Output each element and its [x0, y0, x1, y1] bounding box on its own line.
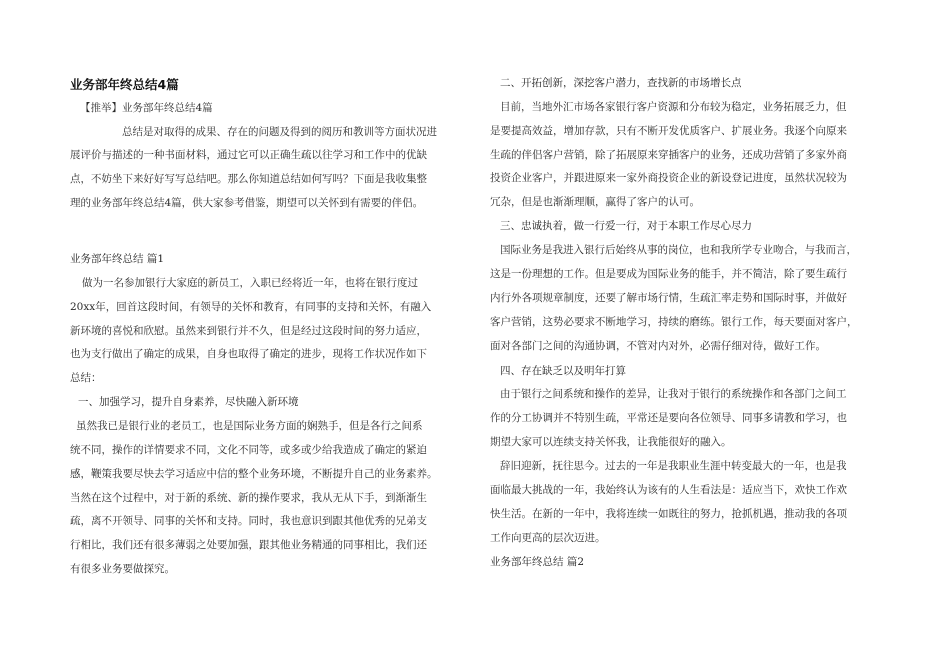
paragraph-line: 【推举】业务部年终总结4篇 [80, 102, 213, 114]
paragraph-line: 总结是对取得的成果、存在的问题及得到的阅历和教训等方面状况进 [122, 126, 437, 138]
section-heading: 二、开拓创新，深挖客户潜力，查找新的市场增长点 [500, 77, 742, 89]
paragraph-line: 客户营销，这势必要求不断地学习，持续的磨练。银行工作，每天要面对客户， [490, 316, 858, 328]
paragraph-line: 面临最大挑战的一年，我始终认为该有的人生看法是：适应当下，欢快工作欢 [490, 484, 847, 496]
paragraph-line: 内行外各项规章制度，还要了解市场行情，生疏汇率走势和国际时事，并做好 [490, 292, 847, 304]
section-heading: 三、忠诚执着，做一行爱一行，对于本职工作尽心尽力 [500, 220, 752, 232]
paragraph-line: 作的分工协调并不特别生疏，平常还是要向各位领导、同事多请教和学习，也 [490, 412, 847, 424]
paragraph-line: 国际业务是我进入银行后始终从事的岗位，也和我所学专业吻合，与我而言， [500, 244, 857, 256]
section-heading: 业务部年终总结 篇2 [490, 556, 585, 568]
paragraph-line: 疏，离不开领导、同事的关怀和支持。同时，我也意识到跟其他优秀的兄弟支 [70, 515, 427, 527]
section-heading: 四、存在缺乏以及明年打算 [500, 365, 626, 377]
paragraph-line: 有很多业务要做探究。 [70, 563, 175, 575]
document-title: 业务部年终总结4篇 [70, 77, 179, 92]
paragraph-line: 点，不妨坐下来好好写写总结吧。那么你知道总结如何写吗？下面是我收集整 [70, 173, 427, 185]
paragraph-line: 虽然我已是银行业的老员工，也是国际业务方面的娴熟手，但是各行之间系 [76, 420, 423, 432]
paragraph-line: 做为一名参加银行大家庭的新员工，入职已经将近一年，也将在银行度过 [82, 277, 418, 289]
section-heading: 业务部年终总结 篇1 [70, 253, 165, 265]
paragraph-line: 这是一份理想的工作。但是要成为国际业务的能手，并不简洁，除了要生疏行 [490, 268, 847, 280]
paragraph-line: 由于银行之间系统和操作的差异，让我对于银行的系统操作和各部门之间工 [500, 388, 847, 400]
paragraph-line: 工作向更高的层次迈进。 [490, 532, 606, 544]
paragraph-line: 冗杂，但是也渐渐理顺，赢得了客户的认可。 [490, 196, 700, 208]
paragraph-line: 展评价与描述的一种书面材料，通过它可以正确生疏以往学习和工作中的优缺 [70, 149, 427, 161]
paragraph-line: 是要提高效益，增加存款，只有不断开发优质客户、扩展业务。我逐个向原来 [490, 125, 847, 137]
paragraph-line: 总结： [70, 372, 102, 384]
paragraph-line: 目前，当地外汇市场各家银行客户资源和分布较为稳定，业务拓展乏力，但 [500, 101, 847, 113]
paragraph-line: 快生活。在新的一年中，我将连续一如既往的努力，抢抓机遇，推动我的各项 [490, 508, 847, 520]
paragraph-line: 行相比，我们还有很多薄弱之处要加强，跟其他业务精通的同事相比，我们还 [70, 539, 427, 551]
section-heading: 一、加强学习，提升自身素养，尽快融入新环境 [78, 396, 299, 408]
paragraph-line: 统不同，操作的详情要求不同，文化不同等，或多或少给我造成了确定的紧迫 [70, 444, 427, 456]
paragraph-line: 当然在这个过程中，对于新的系统、新的操作要求，我从无从下手，到渐渐生 [70, 492, 427, 504]
paragraph-line: 新环境的喜悦和欣慰。虽然来到银行并不久，但是经过这段时间的努力适应， [70, 325, 427, 337]
paragraph-line: 感，鞭策我要尽快去学习适应中信的整个业务环境，不断提升自己的业务素养。 [70, 468, 438, 480]
paragraph-line: 20xx年，回首这段时间，有领导的关怀和教育，有同事的支持和关怀，有融入 [70, 301, 432, 313]
paragraph-line: 也为支行做出了确定的成果，自身也取得了确定的进步，现将工作状况作如下 [70, 348, 427, 360]
paragraph-line: 理的业务部年终总结4篇，供大家参考借鉴，期望可以关怀到有需要的伴侣。 [70, 197, 424, 209]
paragraph-line: 投资企业客户，并跟进原来一家外商投资企业的新设登记进度，虽然状况较为 [490, 172, 847, 184]
paragraph-line: 面对各部门之间的沟通协调，不管对内对外，必需仔细对待，做好工作。 [490, 340, 826, 352]
paragraph-line: 期望大家可以连续支持关怀我，让我能很好的融入。 [490, 436, 732, 448]
paragraph-line: 生疏的伴侣客户营销，除了拓展原来穿插客户的业务，还成功营销了多家外商 [490, 149, 847, 161]
paragraph-line: 辞旧迎新，抚往思今。过去的一年是我职业生涯中转变最大的一年，也是我 [500, 460, 847, 472]
